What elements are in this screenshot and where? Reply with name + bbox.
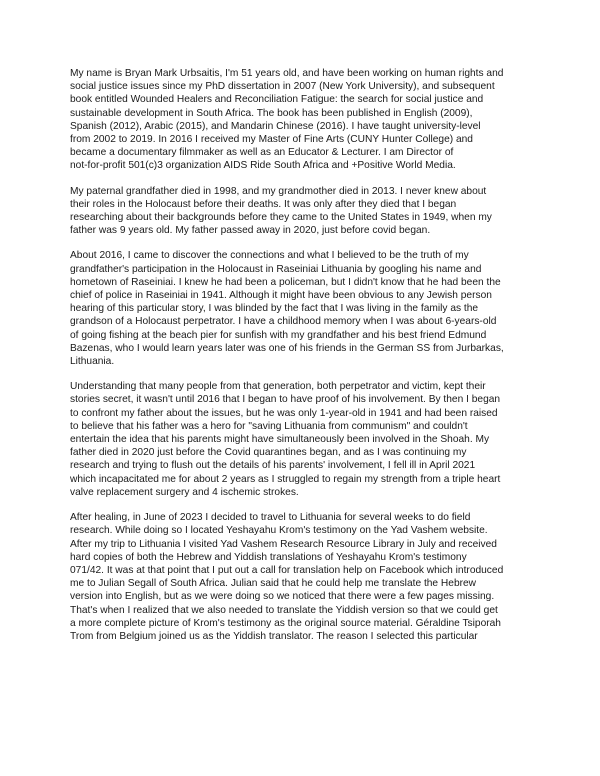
text-line: My paternal grandfather died in 1998, and my grandmother died in 2013. I never knew about [70,185,487,197]
text-line: became a documentary filmmaker as well as an Educator & Lecturer. I am Director of [70,147,454,159]
text-line: from 2002 to 2019. In 2016 I received my Master of Fine Arts (CUNY Hunter College) and [70,134,473,146]
text-line: Trom from Belgium joined us as the Yiddish translator. The reason I selected this particular [70,630,478,642]
text-line: which incapacitated me for about 2 years as I struggled to regain my strength from a triple heart [70,473,501,485]
text-line: Understanding that many people from that generation, both perpetrator and victim, kept their [70,381,486,393]
text-line: father was 9 years old. My father passed away in 2020, just before covid began. [70,225,431,237]
text-line: a more complete picture of Krom's testimony as the original source material. Géraldine Tsiporah [70,617,501,629]
text-line: to confront my father about the issues, but he was only 1-year-old in 1941 and had been raised [70,407,498,419]
text-line: to believe that his father was a hero for "saving Lithuania from communism" and couldn't [70,420,468,432]
text-line: hometown of Raseiniai. I knew he had been a policeman, but I didn't know that he had been the [70,276,501,288]
text-line: After my trip to Lithuania I visited Yad Vashem Research Resource Library in July and received [70,538,497,550]
text-line: not-for-profit 501(c)3 organization AIDS Ride South Africa and +Positive World Media. [70,160,456,172]
text-line: valve replacement surgery and 4 ischemic strokes. [70,486,299,498]
text-line: Lithuania. [70,356,115,368]
text-line: me to Julian Segall of South Africa. Julian said that he could help me translate the Hebrew [70,578,477,590]
paragraph-discovery [70,249,540,368]
text-line: their roles in the Holocaust before their deaths. It was only after they died that I began [70,198,457,210]
text-line: grandson of a Holocaust perpetrator. I have a childhood memory when I was about 6-years-old [70,316,497,328]
text-line: My name is Bryan Mark Urbsaitis, I'm 51 years old, and have been working on human rights and [70,68,504,79]
text-line: book entitled Wounded Healers and Reconciliation Fatigue: the search for social justice and [70,94,484,106]
text-line: stories secret, it wasn't until 2016 that I began to have proof of his involvement. By then I began [70,394,501,406]
text-line: sustainable development in South Africa. The book has been published in English (2009), [70,107,473,119]
text-line: chief of police in Raseiniai in 1941. Although it might have been obvious to any Jewish person [70,290,492,302]
text-line: hearing of this particular story, I was blinded by the fact that I was living in the family as the [70,303,479,315]
text-line: Spanish (2012), Arabic (2015), and Mandarin Chinese (2016). I have taught university-level [70,120,481,132]
text-line: 071/42. It was at that point that I put out a call for translation help on Facebook which introduced [70,564,504,576]
text-line: research. While doing so I located Yeshayahu Krom's testimony on the Yad Vashem website. [70,525,488,537]
text-line: research and trying to flush out the details of his parents' involvement, I fell ill in April 2021 [70,460,476,472]
paragraph-grandparents [70,185,540,238]
text-line: hard copies of both the Hebrew and Yiddish translations of Yeshayahu Krom's testimony [70,551,467,563]
text-line: About 2016, I came to discover the connections and what I believed to be the truth of my [70,250,469,262]
text-line: After healing, in June of 2023 I decided to travel to Lithuania for several weeks to do field [70,512,471,524]
paragraph-research [70,511,540,643]
text-line: grandfather's participation in the Holocaust in Raseiniai Lithuania by googling his name and [70,263,482,275]
text-line: That's when I realized that we also needed to translate the Yiddish version so that we could get [70,604,498,616]
paragraph-introduction [70,67,540,173]
text-line: researching about their backgrounds before they came to the United States in 1949, when my [70,212,492,224]
text-line: father died in 2020 just before the Covid quarantines began, and as I was continuing my [70,447,467,459]
text-line: of going fishing at the beach pier for sunfish with my grandfather and his best friend Edmund [70,329,487,341]
text-line: version into English, but as we were doing so we noticed that there were a few pages missing. [70,591,495,603]
text-line: Bazenas, who I would learn years later was one of his friends in the German SS from Jurbarkas, [70,342,504,354]
text-line: social justice issues since my PhD dissertation in 2007 (New York University), and subsequent [70,81,495,93]
text-line: entertain the idea that his parents might have simultaneously been involved in the Shoah. My [70,434,490,446]
paragraph-understanding [70,380,540,499]
document-page [70,67,540,655]
